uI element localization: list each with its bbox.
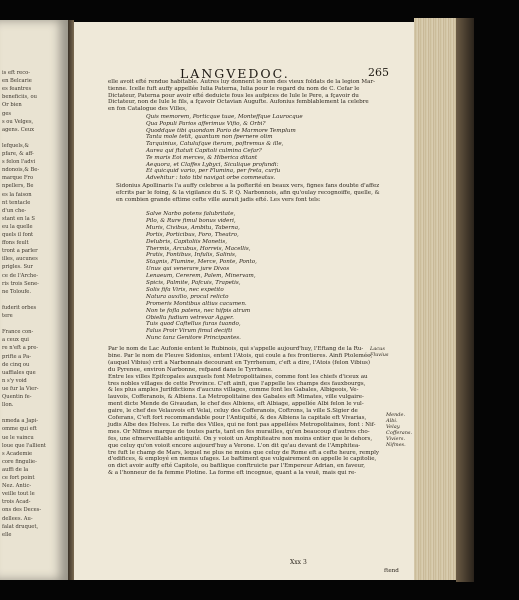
page-edges <box>414 18 456 580</box>
left-page-line: auffi de la <box>2 466 29 473</box>
left-page-line: ris trois Sene- <box>2 280 39 287</box>
left-page-line: ffons feult <box>2 240 29 247</box>
left-page-line: nmeda a Japi- <box>2 418 39 425</box>
left-page-line: stant en la S <box>2 215 35 222</box>
verse-line: Stagnis, Flumine, Merce, Ponte, Ponto, <box>146 259 257 266</box>
left-page-line: tere <box>2 313 13 319</box>
left-page-line: France con- <box>2 329 34 336</box>
text-line: tres nobles villages de cette Province. C'eft ainfi, que l'appelle les champs des fauxbourgs, <box>108 380 366 387</box>
left-page-line: pfare, & aff- <box>2 151 34 157</box>
left-page-line: de cinq ou <box>2 361 30 368</box>
left-page-line: uaffiales que <box>2 369 36 376</box>
margin-note: Cofferans. <box>386 430 413 436</box>
left-page-line: ce de l'Arche- <box>2 272 39 279</box>
left-page-line: illes, aucunes <box>2 256 38 263</box>
margin-note: Velay. <box>386 424 401 430</box>
left-page-line: nt tentacle <box>2 199 31 206</box>
text-line: Par le nom de Lac Aufonie entent le Rubinois, qui s'appelle aujourd'huy, l'Eftang de la Ru- <box>108 346 364 352</box>
catchword: ftend <box>384 568 399 574</box>
left-page-line: re n'eft a pre- <box>2 345 39 352</box>
text-line: en combien grande eftime cefte ville aurait jadis efté. Les vers font tels: <box>116 196 321 203</box>
text-line: Coferans, C'eft fort recommandable pour l'Antiquité, & des Albiens la capitale eft Vivarias, <box>108 415 367 421</box>
verse-line: Tarquinius, Catulufque iterum, poftremus & ille, <box>146 141 284 148</box>
left-page-line: eu la quelle <box>2 223 33 230</box>
text-line: en fon Catalogue des Villes, <box>108 106 187 113</box>
left-page-line: agens. Ceux <box>2 126 35 133</box>
text-line: judis Albe des Helves. Le refte des Villes, qui ne font pas appellées Metropolitaines, font : Nif- <box>108 421 376 428</box>
left-page-line: core fingulie- <box>2 458 37 465</box>
left-page-line: trois Acad- <box>2 499 31 506</box>
text-line: gaire, le chef des Velauvois eft Velai, celuy des Cofferanois, Coftrons, la ville S.Sigier de <box>108 408 358 415</box>
margin-note: Viviers. <box>386 436 406 442</box>
left-page-line: s Academie <box>2 450 33 457</box>
verse-line: Thermis, Arcubus, Horreis, Macellis, <box>146 245 251 252</box>
left-page-line: Quentin fe- <box>2 394 32 400</box>
text-line: elle avoit efté rendue habitable. Autres luy donnent le nom des vieux foldats de la legion Mar- <box>108 79 376 85</box>
text-line: tienne. Icelle fuft auffy appellée Iulia Paterna, Iulia pour le regard du nom de C. Cefar le <box>108 85 360 92</box>
left-page-line: s ou Velges, <box>2 118 34 125</box>
text-line: d'edifices, & employé en menus ufages. Le baftiment que vulgairement on appelle le capitolie, <box>108 456 377 463</box>
left-page-line: marque Fro <box>2 175 34 182</box>
text-line: bine. Par le nom de Fleuve Sidonius, entent l'Atois, qui coule a fes frontieres. Ainfi Ptolemée, <box>108 352 373 359</box>
verse-line: Te maris Eoi merces, & Hiberica ditant <box>146 154 258 161</box>
left-page-line: s felon l'advi <box>2 159 36 166</box>
left-page-line: Or bien <box>2 102 22 109</box>
left-page-line: a ceux qui <box>2 337 29 344</box>
left-page-line: ons des Deces- <box>2 507 42 514</box>
verse-line: Non te fofla patens, nec hifpis atrum <box>146 307 251 314</box>
verse-line: Advehitur : toto tibi navigat orbe commeatus. <box>146 175 276 182</box>
text-line: mes. Or Nifmes marque de toutes parts, tant en fes murailles, qu'en beaucoup d'autres cho- <box>108 428 370 435</box>
text-line: que celuy qu'on voioit encore aujourd'huy a Verone. L'on dit qu'au devant de l'Amphitea- <box>108 442 361 449</box>
book-cover <box>456 18 474 582</box>
margin-note: Fluvius <box>370 352 389 358</box>
left-page-line: d'un che- <box>2 207 27 214</box>
verse-line: Quis memorem, Porticque tuae, Monteffque Laurocque <box>146 114 303 120</box>
verse-line: Unus qui venerare jure Divos <box>146 266 230 273</box>
left-page-line: beneficiis, ou <box>2 94 37 101</box>
left-page-line: llon. <box>2 402 14 409</box>
verse-line: Qua Populi Parios afferimus Vifio, & Orbi? <box>146 120 266 127</box>
text-line: tre fuft le champ de Mars, lequel ne plus ne moins que celuy de Rome eft a cefte heure, remply <box>108 449 380 456</box>
left-facing-page <box>0 20 68 580</box>
left-page-line: ue le vaincu <box>2 434 34 441</box>
left-page-line: n s'y void <box>2 377 27 384</box>
verse-line: Promeris Montibus altius cacumen. <box>146 300 247 307</box>
left-page-line: quels il font <box>2 232 34 238</box>
left-page-line: ce fort point <box>2 475 35 481</box>
left-page-line: es feantres <box>2 86 32 93</box>
left-page-line: dellees. Au- <box>2 515 33 522</box>
verse-line: Salve Narbo potens falubritate, <box>146 211 236 217</box>
text-line: Sidonius Apollinaris l'a auffy celebree a la pofterité en beaux vers, fignes fans doubte d'affez <box>116 183 380 189</box>
text-line: Dictateur, non de Iule le fils, a fçavoir Octavian Augufte. Aufonius femblablement la celebre <box>108 99 369 106</box>
left-page-line: omme qui eft <box>2 426 37 433</box>
verse-line: Pratis, Fontibus, Infulis, Salinis, <box>146 252 237 259</box>
verse-line: Aequora, et Claffes Lybyci, Siculique profundi: <box>146 161 279 168</box>
left-page-line: lefquels,& <box>2 142 29 149</box>
margin-note: Nifmes. <box>386 442 406 448</box>
verse-line: Pilo, & Rure fimul bonus videri, <box>146 217 236 224</box>
text-line: lauvois, Cofferanois, & Albiens. La Metropolitaine des Gabales eft Mimates, ville vulgaire- <box>108 394 364 401</box>
verse-line: Tuis quod Caftellus furas tuando, <box>146 321 241 328</box>
left-page-line: ue fur la Vier- <box>2 385 39 392</box>
left-page-line: loue que l'allient <box>2 442 46 449</box>
verse-line: Nunc tanz Genitore Principantes. <box>146 335 241 342</box>
verse-line: Obiellu fudium vetrevar Agger. <box>146 314 234 321</box>
running-header: LANGVEDOC. <box>180 66 290 81</box>
left-page-line: es la faison <box>2 191 32 198</box>
text-line: Entre les villes Epifcopales auxquels font Metropolitaines, comme font les chiefs d'iceux au <box>108 373 368 380</box>
verse-line: Delubris, Capitoliis Monetis, <box>146 238 227 245</box>
verse-line: Muris, Civibus, Ambitu, Taberna, <box>146 224 240 231</box>
left-page-line: is eft reco- <box>2 70 31 76</box>
left-page-line: ndonois,& Be- <box>2 167 40 174</box>
left-page-line: ges <box>2 110 12 117</box>
left-page-line: fuderit orbes <box>2 304 37 311</box>
left-page-line: Nez. Antic- <box>2 483 32 490</box>
margin-note: Albi. <box>386 418 398 424</box>
margin-note: Lacus <box>370 346 385 352</box>
verse-line: Natura auxilio, procul relicto <box>146 293 229 300</box>
margin-note: Mende. <box>386 412 406 418</box>
verse-line: Et quicquid vario, per Flumina, per freta, curfu <box>146 168 281 175</box>
text-line: du Pyrenee, environ Narbonne, refpand dans le Tyrrhene. <box>108 366 273 373</box>
left-page-line: veille tout le <box>2 491 35 498</box>
verse-line: Aurea qui ftatuit Capitoli culmina Cefar? <box>146 148 262 154</box>
left-page-line: tront a parler <box>2 248 38 255</box>
left-page-line: falat druquet, <box>2 523 39 530</box>
left-page-line: elle <box>2 531 12 538</box>
text-line: efcrits par le foing, & la vigilance du S. P. Q. Narbonnois, afin qu'oulay recognoiffe, quelle, & <box>116 189 380 196</box>
verse-line: Spicis, Palmite, Pafcuis, Trapetis, <box>146 280 241 286</box>
left-page-line: ne Toloufe. <box>2 288 32 295</box>
page-number: 265 <box>368 66 389 79</box>
signature-mark: Xxx 3 <box>290 559 307 566</box>
verse-line: Lenaeum, Cererem, Palem, Minervam, <box>146 273 256 280</box>
verse-line: Solis fifa Viris, nec expetito <box>146 286 224 293</box>
text-line: & les plus amples Jurifdictions d'aucuns villages, comme font les Gabales, Albigeois, Ve- <box>108 387 359 394</box>
text-line: on dict avoir auffy efté Capitole, ou bafilique conftruicte par l'Empereur Adrian, en faveur, <box>108 463 366 470</box>
text-line: (auquel Vibius) crit a Narbonnais decourant en Tyrrhenum, c'eft a dire, l'Atois (felon Vibius) <box>108 359 371 366</box>
left-page-line: en Belcarie <box>2 78 32 85</box>
verse-line: Tanta mole tetit, quantum non fpernere olim <box>146 134 273 141</box>
text-line: ment dicte Mende de Givaudan, le chef des Albiens, eft Albiage, appellée Albi felon le vul- <box>108 401 364 408</box>
text-line: & a l'honneur de fa femme Plotine. La forme eft incognue, quant a la veuë, mais qui re- <box>108 470 357 477</box>
left-page-line: prifte a Pa- <box>2 353 32 360</box>
text-line: fes, une efmerveillable antiquité. On y voioit un Amphiteatre non moins entier que le dehors, <box>108 435 373 442</box>
text-line: Dictateur, Paterna pour avoir efté deduicte fous les aufpices de Iule le Pere, a fçavoir du <box>108 92 359 99</box>
verse-line: Falus Proir Virum fimul decifti <box>146 328 233 335</box>
verse-line: Portis, Porticibus, Foro, Theatro, <box>146 231 239 238</box>
left-page-line: npellers, Be <box>2 183 34 190</box>
left-page-line: prigles. Sur <box>2 264 33 271</box>
verse-line: Quoddque tibi quondam Pario de Marmore Templum <box>146 127 296 134</box>
